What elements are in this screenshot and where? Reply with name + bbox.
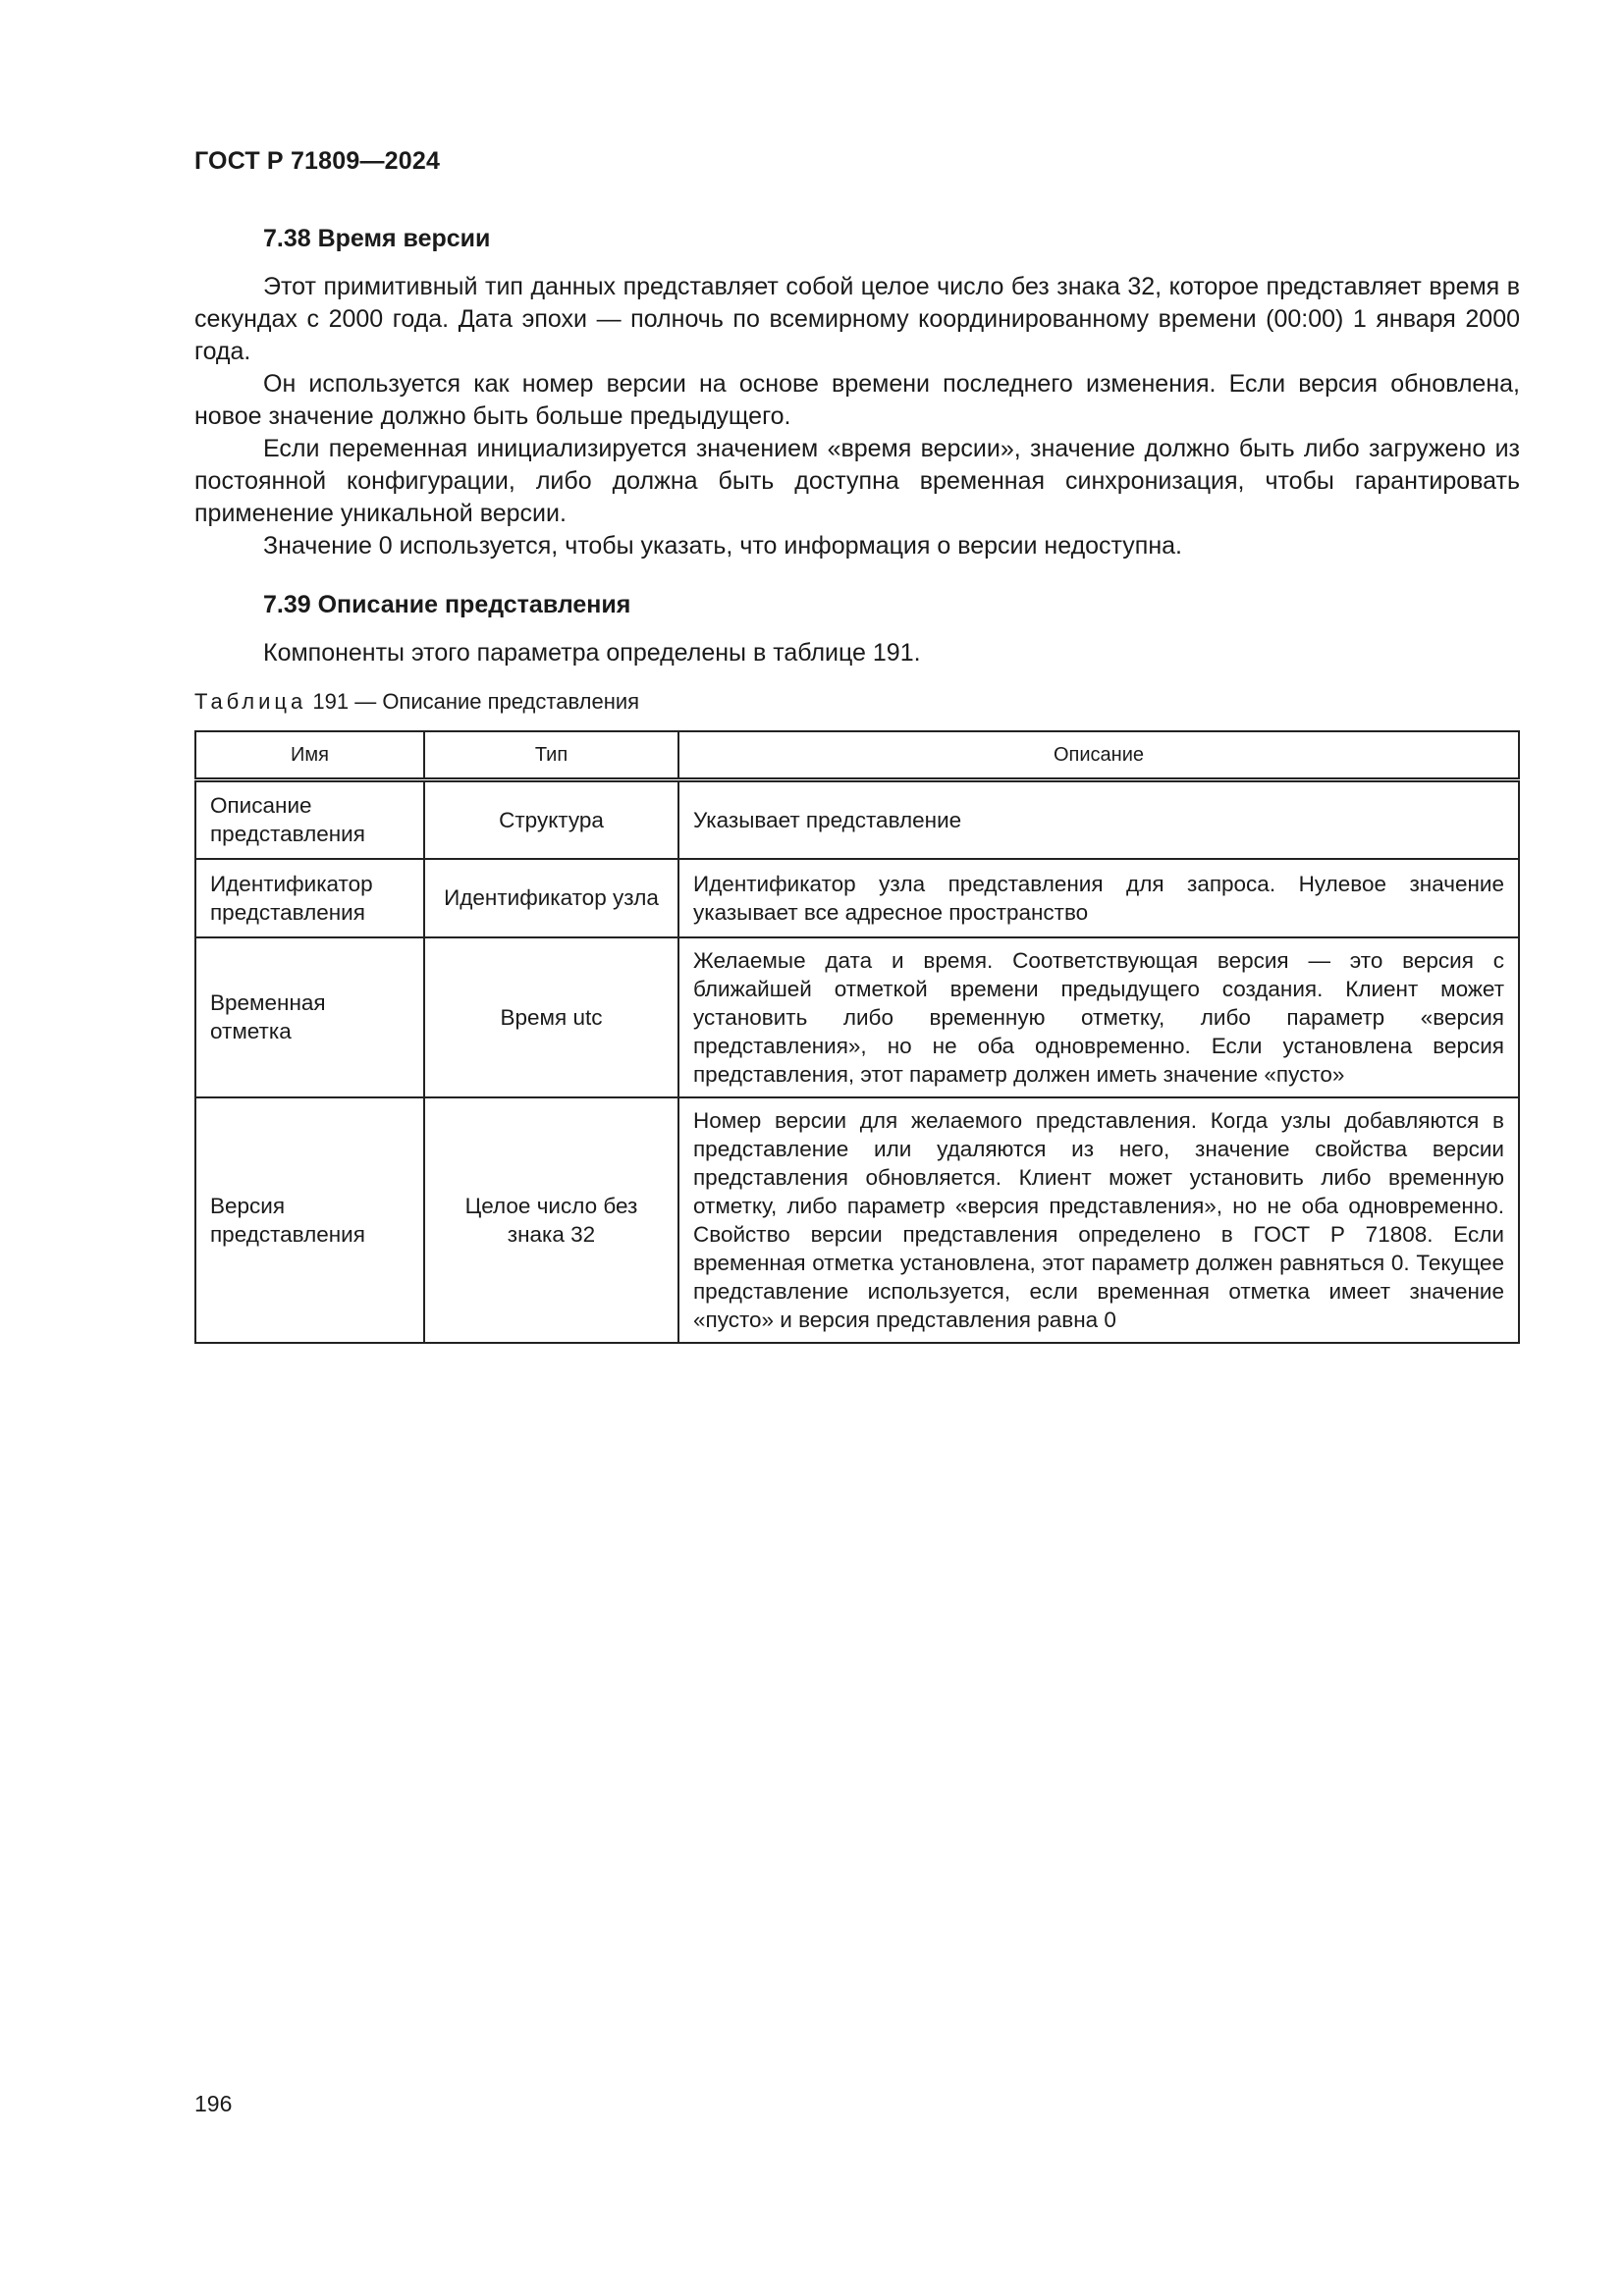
paragraph: Этот примитивный тип данных представляет собой целое число без знака 32, которое представляет время в секундах с 2000 года. Дата эпохи — полночь по всемирному координированному времени (00:00) 1 января 2000 года. <box>194 273 1520 365</box>
paragraph: Значение 0 используется, чтобы указать, что информация о версии недоступна. <box>263 532 1182 560</box>
table-row <box>195 859 1519 937</box>
paragraph: Если переменная инициализируется значением «время версии», значение должно быть либо загружено из постоянной конфигурации, либо должна быть доступна временная синхронизация, чтобы гарантировать применение уникальной версии. <box>194 435 1520 527</box>
cell-type: Целое число без знака 32 <box>424 1097 678 1343</box>
table-row <box>195 937 1519 1097</box>
cell-type: Структура <box>424 780 678 859</box>
cell-type: Идентификатор узла <box>424 859 678 937</box>
paragraph: Он используется как номер версии на основе времени последнего изменения. Если версия обновлена, новое значение должно быть больше предыдущего. <box>194 370 1520 430</box>
cell-description: Желаемые дата и время. Соответствующая версия — это версия с ближайшей отметкой времени предыдущего создания. Клиент может установить либо временную отметку, либо параметр «версия представления», но не оба одновременно. Если установлена версия представления, этот параметр должен иметь значение «пусто» <box>678 937 1519 1097</box>
table-intro: Компоненты этого параметра определены в таблице 191. <box>263 639 921 667</box>
table-caption-label: Таблица <box>194 689 307 714</box>
cell-description: Номер версии для желаемого представления. Когда узлы добавляются в представление или удаляются из него, значение свойства версии представления обновляется. Клиент может установить либо временную отметку, либо параметр «версия представления», но не оба одновременно. Свойство версии представления определено в ГОСТ Р 71808. Если временная отметка установлена, этот параметр должен равняться 0. Текущее представление используется, если временная отметка имеет значение «пусто» и версия представления равна 0 <box>678 1097 1519 1343</box>
table-row <box>195 780 1519 859</box>
cell-name: Описание представления <box>195 780 424 859</box>
parameters-table <box>194 730 1520 1344</box>
section-title-7-38: 7.38 Время версии <box>263 225 491 252</box>
header-description: Описание <box>678 731 1519 780</box>
table-row <box>195 1097 1519 1343</box>
cell-name: Идентификатор представления <box>195 859 424 937</box>
cell-name: Временная отметка <box>195 937 424 1097</box>
table-header-row <box>195 731 1519 780</box>
page-number: 196 <box>194 2091 233 2116</box>
cell-description: Указывает представление <box>678 780 1519 859</box>
cell-description: Идентификатор узла представления для запроса. Нулевое значение указывает все адресное пространство <box>678 859 1519 937</box>
table-caption-text: 191 — Описание представления <box>312 689 640 714</box>
header-name: Имя <box>195 731 424 780</box>
table-caption <box>194 687 1520 717</box>
document-header: ГОСТ Р 71809—2024 <box>194 147 441 175</box>
cell-type: Время utc <box>424 937 678 1097</box>
cell-name: Версия представления <box>195 1097 424 1343</box>
section-title-7-39: 7.39 Описание представления <box>263 591 631 618</box>
page-content <box>194 222 1520 1344</box>
header-type: Тип <box>424 731 678 780</box>
